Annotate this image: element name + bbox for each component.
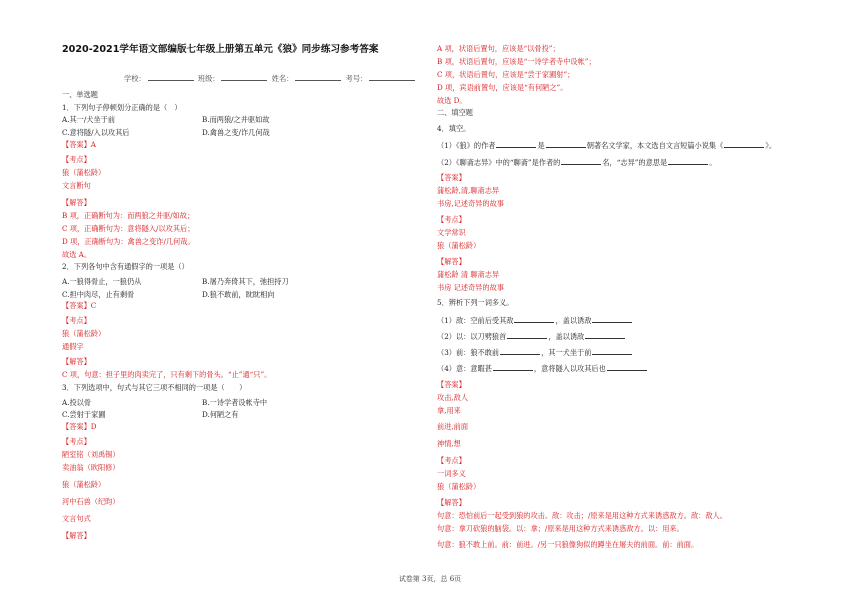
doc-line: 【考点】 — [62, 155, 91, 164]
doc-line: 一、单选题 — [62, 90, 98, 99]
doc-line: A.一狼得骨止，一狼仍从 — [62, 277, 142, 286]
doc-line: 【考点】 — [62, 437, 91, 446]
line-text: 》。 — [765, 141, 777, 150]
doc-line: 【解答】 — [62, 198, 91, 207]
fill-blank — [668, 157, 708, 165]
line-text: 名，“志异”的意思是 — [602, 158, 668, 167]
fill-blank — [724, 140, 764, 148]
doc-line: 【考点】 — [62, 316, 91, 325]
doc-line: D 项，正确断句为：禽兽之变诈/几何哉。 — [62, 237, 195, 246]
doc-line: D.禽兽之变/诈几何哉 — [202, 128, 270, 137]
line-text: （2）以：以刀劈狼首 — [437, 332, 507, 341]
doc-line: 书房 记述奇异的故事 — [437, 283, 504, 292]
doc-line: 狼（蒲松龄） — [437, 241, 481, 250]
doc-line: 文言断句 — [62, 181, 91, 190]
doc-line: 5．辨析下列一词多义。 — [437, 298, 514, 307]
doc-line: D.狼不敢前，眈眈相向 — [202, 290, 275, 299]
line-text: （2）《聊斋志异》中的“聊斋”是作者的 — [437, 158, 561, 167]
doc-line: 句意：拿刀砍狼的脑袋。以：拿；/原来是用这种方式来诱惑敌方。以：用来。 — [437, 524, 684, 533]
doc-line: 【考点】 — [437, 215, 466, 224]
doc-line: 二、填空题 — [437, 108, 473, 117]
line-text: ，其一犬坐于前 — [541, 348, 592, 357]
line-text: （1）《狼》的作者 — [437, 141, 496, 150]
line-text: ，盖以诱敌 — [548, 332, 585, 341]
doc-line: B.一诗学者设帐寺中 — [202, 398, 268, 407]
doc-line: D 项，宾语前置句，应该是“有何陋之”。 — [437, 83, 568, 92]
doc-line — [437, 140, 776, 151]
doc-line: 拿,用来 — [437, 406, 461, 415]
doc-line: 【答案】D — [62, 422, 97, 431]
doc-line: 【答案】A — [62, 140, 96, 149]
doc-line: 文学常识 — [437, 228, 466, 237]
doc-line: 神情,想 — [437, 439, 461, 448]
doc-line: 狼（蒲松龄） — [62, 480, 106, 489]
line-text: ，意将隧入以攻其后也 — [533, 364, 606, 373]
doc-line: 书房,记述奇异的故事 — [437, 199, 504, 208]
line-text: ，盖以诱敌 — [555, 316, 592, 325]
doc-line: 1．下列句子停顿划分正确的是（ ） — [62, 103, 182, 112]
doc-line: B.而两狼/之并驱如故 — [202, 115, 270, 124]
doc-line: 2．下列各句中含有通假字的一项是（） — [62, 262, 189, 271]
student-info-line: 学校： 班级： 姓名： 考号： — [124, 73, 417, 84]
page-footer: 试卷第 3页，总 6页 — [398, 575, 462, 583]
doc-line: 故选 D。 — [437, 96, 467, 105]
fill-blank — [546, 140, 586, 148]
doc-line: 前进,前面 — [437, 422, 469, 431]
doc-line — [437, 363, 648, 374]
doc-line — [437, 157, 716, 168]
doc-line: B.屠乃奔倚其下，弛担持刀 — [202, 277, 289, 286]
doc-line — [437, 331, 626, 342]
doc-line: 4．填空。 — [437, 124, 471, 133]
doc-line: 【答案】C — [62, 301, 97, 310]
doc-line: 【解答】 — [62, 531, 91, 540]
doc-line: 通假字 — [62, 342, 84, 351]
doc-line: 句意：狼不敢上前。前：前进。/另一只狼像狗似的蹲坐在屠夫的前面。前：前面。 — [437, 540, 699, 549]
doc-line: A.其一/犬坐于前 — [62, 115, 116, 124]
fill-blank — [500, 347, 540, 355]
doc-line: 狼（蒲松龄） — [62, 168, 106, 177]
doc-line: 【解答】 — [437, 257, 466, 266]
doc-line: C 项，状语后置句，应该是“尝于家圃射”； — [437, 70, 575, 79]
doc-line: 故选 A。 — [62, 250, 92, 259]
line-text: （3）前：狼不敢前 — [437, 348, 500, 357]
doc-line: A 项，状语后置句，应该是“以骨投”； — [437, 44, 560, 53]
page-title: 2020-2021学年语文部编版七年级上册第五单元《狼》同步练习参考答案 — [62, 44, 379, 55]
doc-line: 【考点】 — [437, 456, 466, 465]
doc-line: 句意：恐怕前后一起受到狼的攻击。敌：攻击；/原来是用这种方式来诱惑敌方。敌：敌人。 — [437, 511, 727, 520]
fill-blank — [514, 315, 554, 323]
line-text: 朝著名文学家，本文选自文言短篇小说集《 — [586, 141, 724, 150]
doc-line: 文言句式 — [62, 514, 91, 523]
doc-line: 卖油翁（欧阳修） — [62, 463, 120, 472]
doc-line: 攻击,敌人 — [437, 393, 469, 402]
fill-blank — [493, 363, 533, 371]
doc-line: B 项，正确断句为：而两狼之并驱/如故； — [62, 211, 195, 220]
doc-line — [437, 347, 633, 358]
line-text: （1）敌：空前后受其敌 — [437, 316, 514, 325]
doc-line: C.尝射于家圃 — [62, 410, 106, 419]
line-text: 。 — [709, 158, 717, 167]
doc-line: 狼（蒲松龄） — [62, 329, 106, 338]
line-text: 是 — [537, 141, 545, 150]
doc-line: 狼（蒲松龄） — [437, 482, 481, 491]
fill-blank — [507, 331, 547, 339]
fill-blank — [585, 331, 625, 339]
doc-line: 蒲松龄 清 聊斋志异 — [437, 270, 500, 279]
doc-line: 河中石兽（纪昀） — [62, 497, 120, 506]
doc-line: 蒲松龄,清,聊斋志异 — [437, 186, 500, 195]
doc-line: 【答案】 — [437, 380, 466, 389]
doc-line: 一词多义 — [437, 469, 466, 478]
doc-line: B 项，状语后置句，应该是“一诗学者寺中设帐”； — [437, 57, 596, 66]
doc-line: 【答案】 — [437, 173, 466, 182]
doc-line: C 项，句意：担子里的肉卖完了，只有剩下的骨头。“止”通“只”。 — [62, 370, 272, 379]
fill-blank — [607, 363, 647, 371]
fill-blank — [561, 157, 601, 165]
doc-line: 陋室铭（刘禹锡） — [62, 450, 120, 459]
doc-line: D.何陋之有 — [202, 410, 239, 419]
doc-line: 【解答】 — [437, 498, 466, 507]
doc-line — [437, 315, 633, 326]
doc-line: A.投以骨 — [62, 398, 92, 407]
fill-blank — [592, 315, 632, 323]
doc-line: 3．下列选项中，句式与其它三项不相同的一项是（ ） — [62, 383, 247, 392]
doc-line: C 项，正确断句为：意将隧入/以攻其后； — [62, 224, 195, 233]
doc-line: C.担中肉尽，止有剩骨 — [62, 290, 135, 299]
doc-line: 【解答】 — [62, 357, 91, 366]
doc-line: C.意将隧/入以攻其后 — [62, 128, 130, 137]
fill-blank — [496, 140, 536, 148]
line-text: （4）意：意暇甚 — [437, 364, 492, 373]
fill-blank — [592, 347, 632, 355]
